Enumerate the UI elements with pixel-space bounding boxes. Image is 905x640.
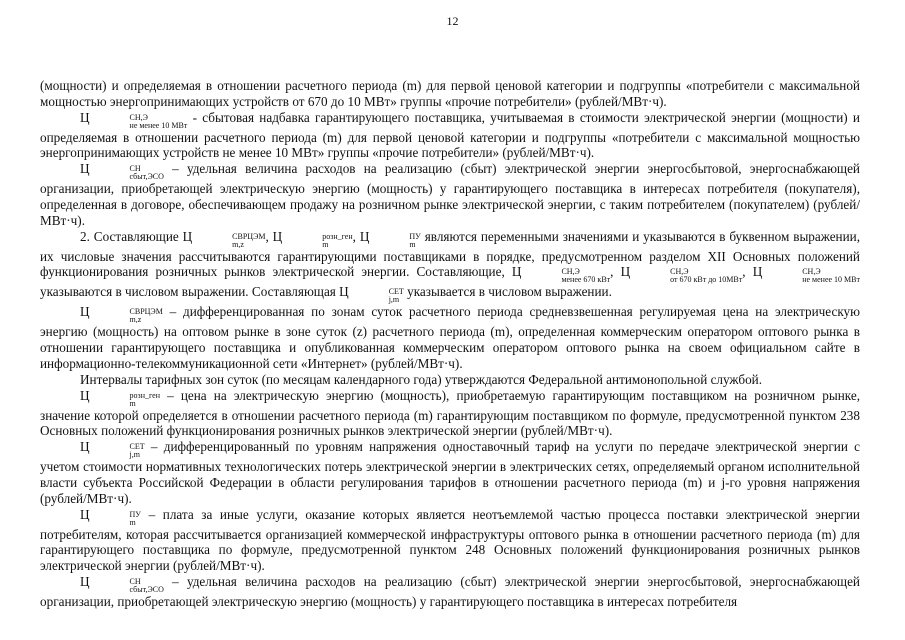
paragraph-5: Ц СВРЦЭМ m,z – дифференцированная по зонам суток расчетного периода средневзвешенная регулируемая цена на электрическую энергию (мощность) на оптовом рынке в зоне суток (z) расчетного периода (m), определенная коммерческим оператором оптового рынка в отношении гарантирующего поставщика и опубликованная коммерческим оператором оптового рынка на своем официальном сайте в информационно-телекоммуникационной сети «Интернет» (рублей/МВт·ч). — [40, 304, 860, 371]
formula-symbol: Ц СН,Э менее 670 кВт — [511, 264, 611, 285]
formula-symbol: Ц ПУ m — [80, 506, 141, 527]
formula-symbol: Ц СН сбыт,ЭСО — [80, 161, 164, 182]
paragraph-text: – удельная величина расходов на реализацию (сбыт) электрической энергии энергосбытовой, энергоснабжающей организации, приобретающей электрическую энергию (мощность) у гарантирующего поставщика в интересах потребителя (покупателя), определенная в договоре, обеспечивающем продажу на розничном рынке электрической энергии, с таким потребителем (покупателем) (рублей/МВт·ч). — [40, 161, 860, 228]
document-body — [40, 78, 860, 610]
formula-symbol: Ц розн_ген m — [80, 387, 160, 408]
formula-symbol: Ц СН,Э не менее 10 МВт — [752, 264, 860, 285]
paragraph-7: Ц розн_ген m – цена на электрическую энергию (мощность), приобретаемую гарантирующим поставщиком на розничном рынке, значение которой определяется в отношении расчетного периода (m) гарантирующим поставщиком по формуле, предусмотренной пунктом 238 Основных положений функционирования розничных рынков электрической энергии (рублей/МВт·ч). — [40, 387, 860, 439]
paragraph-9: Ц ПУ m – плата за иные услуги, оказание которых является неотъемлемой частью процесса поставки электрической энергии потребителям, которая рассчитывается организацией коммерческой инфраструктуры оптового рынка в отношении расчетного периода (m) для гарантирующего поставщика по формуле, предусмотренной пунктом 248 Основных положений функционирования розничных рынков электрической энергии (рублей/МВт·ч). — [40, 506, 860, 574]
formula-symbol: Ц СВРЦЭМ m,z — [80, 304, 163, 325]
formula-symbol: Ц ПУ m — [359, 228, 421, 249]
paragraph-text: - сбытовая надбавка гарантирующего поставщика, учитываемая в стоимости электрической энергии (мощности) и определяемая в отношении расчетного периода (m) для первой ценовой категории и подгруппы «потребители с максимальной мощностью энергопринимающих устройств не менее 10 МВт» группы «прочие потребители» (рублей/МВт·ч). — [40, 109, 860, 161]
paragraph-2 — [40, 110, 860, 162]
formula-symbol: Ц СН сбыт,ЭСО — [80, 573, 164, 594]
formula-symbol: Ц розн_ген m — [272, 228, 353, 249]
paragraph-8: Ц СЕТ j,m – дифференцированный по уровням напряжения одноставочный тариф на услуги по передаче электрической энергии с учетом стоимости нормативных технологических потерь электрической энергии в электрических сетях, определяемый органом исполнительной власти субъекта Российской Федерации в области регулирования тарифов в отношении расчетного периода (m) и j-го уровня напряжения (рублей/МВт·ч). — [40, 439, 860, 506]
paragraph-1: (мощности) и определяемая в отношении расчетного периода (m) для первой ценовой категории и подгруппы «потребители с максимальной мощностью энергопринимающих устройств от 670 до 10 МВт» группы «прочие потребители» (рублей/МВт·ч). — [40, 78, 860, 109]
paragraph-4: 2. Составляющие Ц СВРЦЭМ m,z , Ц розн_ген m , Ц ПУ m являются переменными значениями и указываются в буквенном выражении, их числовые значения рассчитываются гарантирующими поставщиками в порядке, предусмотренном разделом XII Основных положений функционирования розничных рынков электрической энергии. Составляющие, Ц СН,Э менее 670 кВт , Ц СН,Э от 670 кВт до 10МВт , Ц СН,Э не менее 10 МВт указываются в числовом выражении. Составляющая Ц СЕТ j,m указывается в числовом выражении. — [40, 228, 861, 305]
paragraph-3 — [40, 161, 860, 228]
formula-symbol: Ц СЕТ j,m — [339, 284, 404, 305]
formula-symbol: Ц СН,Э от 670 кВт до 10МВт — [620, 264, 743, 285]
page-number: 12 — [446, 14, 459, 28]
paragraph-10: Ц СН сбыт,ЭСО – удельная величина расходов на реализацию (сбыт) электрической энергии энергосбытовой, энергоснабжающей организации, приобретающей электрическую энергию (мощность) у гарантирующего поставщика в интересах потребителя — [40, 573, 860, 609]
paragraph-6: Интервалы тарифных зон суток (по месяцам календарного года) утверждаются Федеральной антимонопольной службой. — [80, 371, 763, 387]
formula-symbol: Ц СЕТ j,m — [80, 439, 145, 460]
formula-symbol: Ц СВРЦЭМ m,z — [182, 228, 266, 249]
formula-symbol: Ц СН,Э не менее 10 МВт — [80, 109, 188, 130]
